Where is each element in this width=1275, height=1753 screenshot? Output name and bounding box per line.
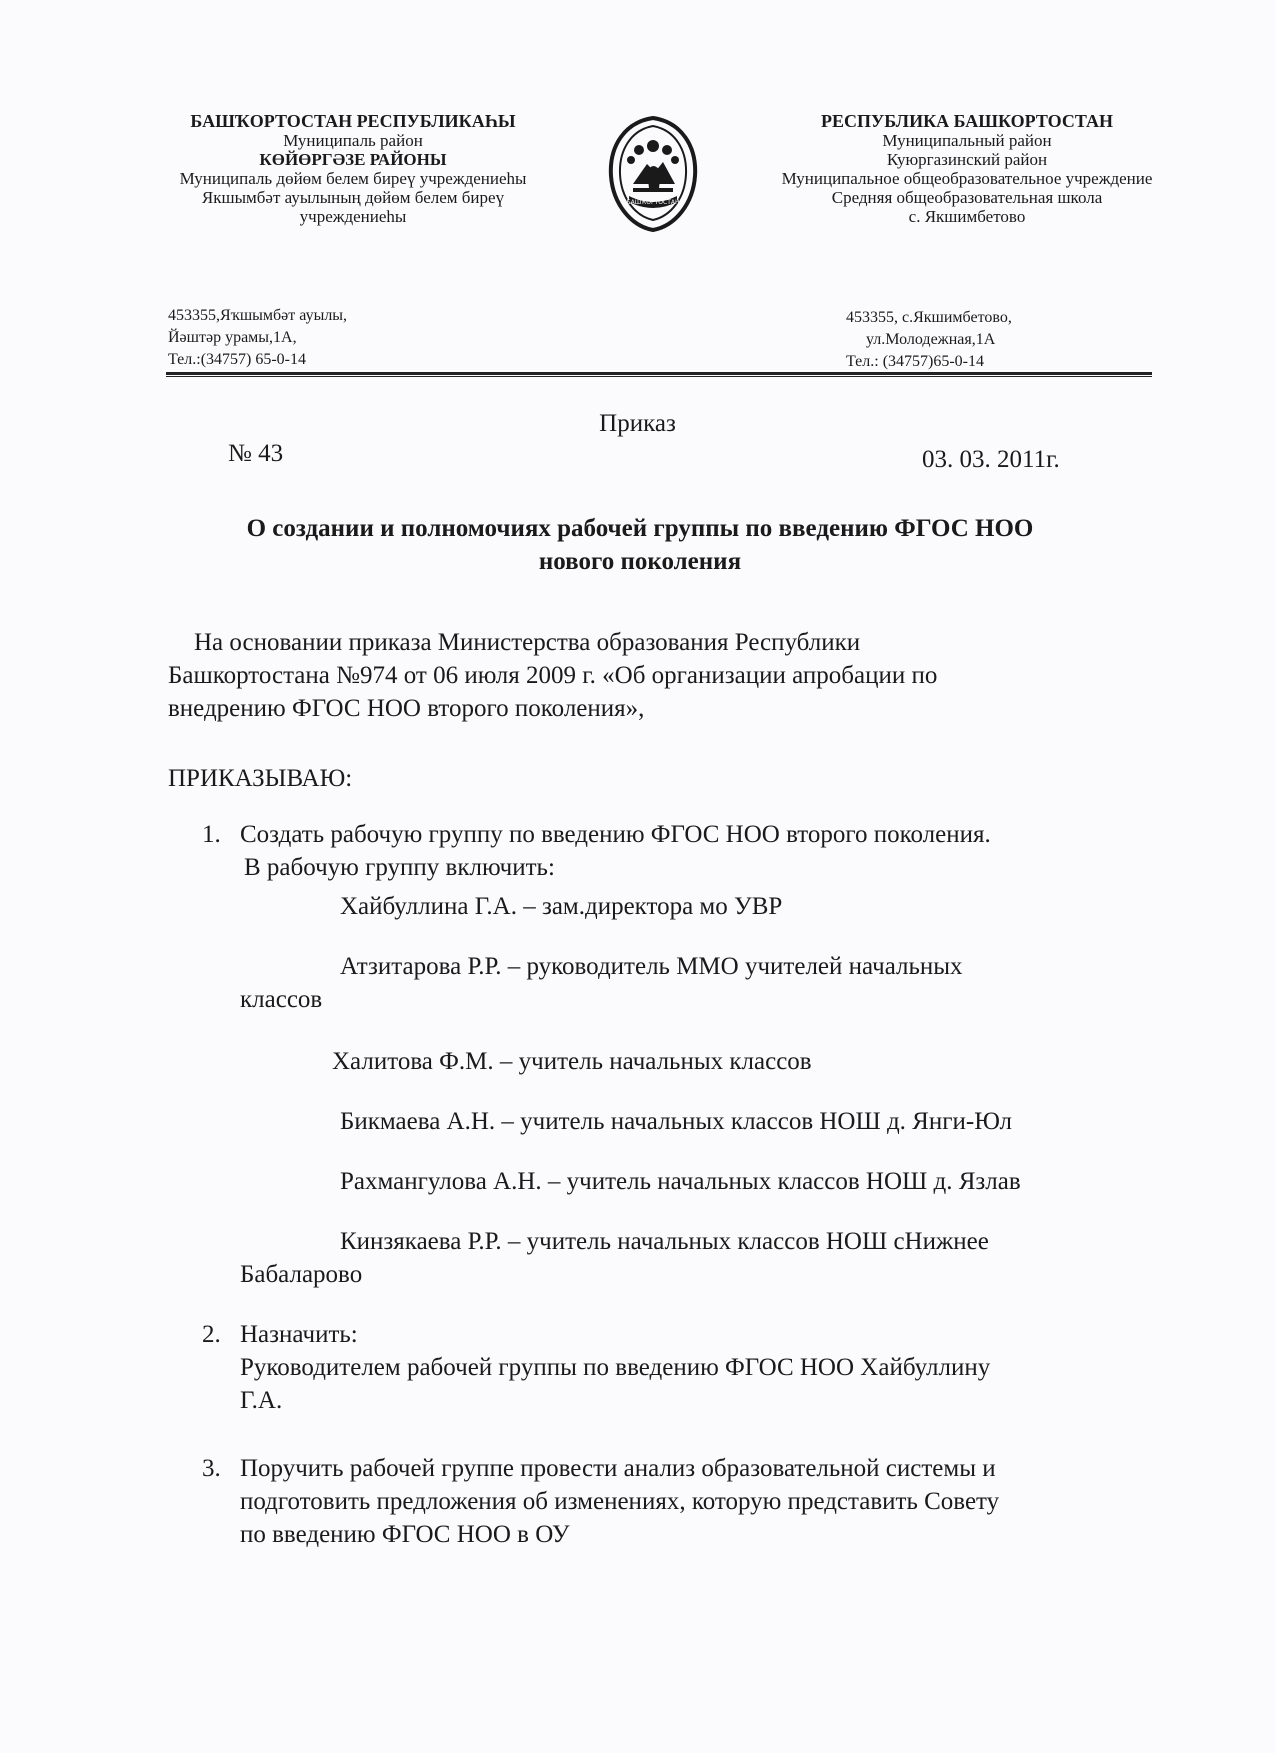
header-left-line4: Муниципаль дөйөм белем биреү учреждениеһы	[179, 169, 527, 188]
header-right-line6: с. Якшимбетово	[908, 207, 1026, 226]
intro-line: На основании приказа Министерства образования Республики	[194, 629, 861, 656]
header-left-district: КӨЙӨРГӘЗЕ РАЙОНЫ	[259, 150, 447, 169]
list-item-1	[202, 818, 1162, 884]
list-item-text: подготовить предложения об изменениях, которую представить Совету	[240, 1488, 1000, 1515]
address-right-line: 453355, с.Якшимбетово,	[846, 309, 1012, 326]
list-item-text: В рабочую группу включить:	[244, 854, 555, 881]
header-right	[752, 112, 1182, 226]
list-item-text: Назначить:	[240, 1321, 358, 1348]
header-left-line5: Якшымбәт ауылының дөйөм белем биреү	[201, 188, 505, 207]
address-right-phone: Тел.: (34757)65-0-14	[846, 353, 985, 370]
member-text: Кинзякаева Р.Р. – учитель начальных классов НОШ сНижнее	[340, 1228, 989, 1255]
list-item-2	[202, 1318, 1162, 1417]
order-title-line: нового поколения	[538, 548, 742, 575]
member-6	[240, 1225, 989, 1291]
order-title	[160, 512, 1120, 578]
header-divider	[166, 372, 1152, 377]
address-left-line: 453355,Яҡшымбәт ауылы,	[168, 307, 348, 324]
order-word: ПРИКАЗЫВАЮ:	[168, 765, 353, 792]
list-marker: 1.	[202, 821, 221, 848]
header-right-line4: Муниципальное общеобразовательное учреждение	[781, 169, 1153, 188]
address-right-line: ул.Молодежная,1А	[866, 331, 996, 348]
address-left-line: Йәштәр урамы,1А,	[168, 329, 297, 346]
list-item-3	[202, 1452, 1162, 1551]
list-marker: 3.	[202, 1455, 221, 1482]
member-3: Халитова Ф.М. – учитель начальных классов	[332, 1048, 812, 1075]
address-left-phone: Тел.:(34757) 65-0-14	[168, 351, 307, 368]
header-left	[148, 112, 558, 226]
header-left-republic: БАШҠОРТОСТАН РЕСПУБЛИКАҺЫ	[190, 111, 516, 131]
member-4: Бикмаева А.Н. – учитель начальных классов НОШ д. Янги-Юл	[340, 1108, 1013, 1135]
intro-line: внедрению ФГОС НОО второго поколения»,	[168, 695, 645, 722]
list-marker: 2.	[202, 1321, 221, 1348]
header-right-republic: РЕСПУБЛИКА БАШКОРТОСТАН	[821, 111, 1113, 131]
list-item-text: Г.А.	[240, 1387, 283, 1414]
header-right-line3: Куюргазинский район	[886, 150, 1048, 169]
order-title-line: О создании и полномочиях рабочей группы по введению ФГОС НОО	[246, 515, 1034, 542]
address-right	[846, 307, 1106, 373]
list-item-text: Руководителем рабочей группы по введению ФГОС НОО Хайбуллину	[240, 1354, 991, 1381]
list-item-text: Поручить рабочей группе провести анализ образовательной системы и	[240, 1455, 996, 1482]
member-5: Рахмангулова А.Н. – учитель начальных классов НОШ д. Язлав	[340, 1168, 1021, 1195]
member-2	[240, 950, 963, 1016]
member-text: Бабаларово	[240, 1261, 363, 1288]
address-left	[168, 305, 468, 371]
intro-line: Башкортостана №974 от 06 июля 2009 г. «Об организации апробации по	[168, 662, 938, 689]
coat-of-arms-emblem	[603, 112, 703, 234]
document-type: Приказ	[599, 410, 676, 437]
header-right-line5: Средняя общеобразовательная школа	[831, 188, 1103, 207]
intro-paragraph	[168, 626, 1148, 725]
header-left-line6: учреждениеһы	[299, 207, 407, 226]
list-item-text: по введению ФГОС НОО в ОУ	[240, 1521, 570, 1548]
list-item-text: Создать рабочую группу по введению ФГОС НОО второго поколения.	[240, 821, 991, 848]
order-date: 03. 03. 2011г.	[922, 446, 1060, 473]
header-right-line2: Муниципальный район	[882, 131, 1052, 150]
header-left-line2: Муниципаль район	[283, 131, 423, 150]
member-text: классов	[240, 986, 323, 1013]
order-number: № 43	[228, 440, 284, 467]
emblem-icon	[603, 112, 703, 234]
member-text: Атзитарова Р.Р. – руководитель ММО учителей начальных	[340, 953, 963, 980]
member-1: Хайбуллина Г.А. – зам.директора мо УВР	[340, 893, 783, 920]
emblem-banner-text: БАШҠОРТОСТАН	[626, 199, 680, 206]
